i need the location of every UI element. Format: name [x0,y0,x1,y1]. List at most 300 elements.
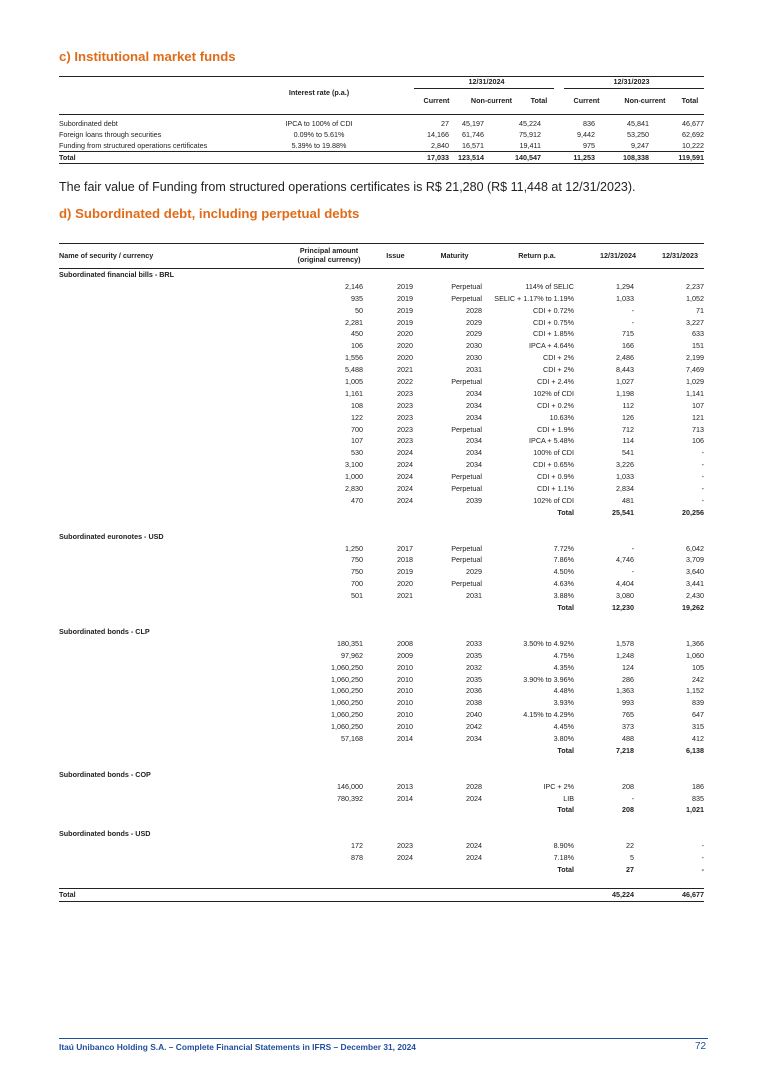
issue-cell: 2023 [397,436,413,446]
principal-cell: 106 [351,341,363,351]
row-value: 27 [441,119,449,128]
y2024-cell: 1,198 [616,388,634,398]
return-cell: CDI + 0.9% [537,472,574,482]
return-cell: 3.90% to 3.96% [523,674,574,684]
maturity-cell: Perpetual [451,579,482,589]
maturity-cell: 2039 [466,495,482,505]
issue-cell: 2020 [397,341,413,351]
issue-cell: 2023 [397,388,413,398]
footer-text: Itaú Unibanco Holding S.A. – Complete Financial Statements in IFRS – December 31, 2024 [59,1042,416,1052]
maturity-cell: 2036 [466,686,482,696]
maturity-cell: 2029 [466,329,482,339]
grand-total-2024: 45,224 [612,889,634,899]
row-value: 53,250 [627,130,649,139]
institutional-funds-table [59,76,704,162]
principal-cell: 501 [351,591,363,601]
y2023-cell: 412 [692,733,704,743]
y2023-cell: 121 [692,412,704,422]
table-row [59,733,704,745]
y2024-cell: 4,746 [616,555,634,565]
period-rule-2023 [564,88,704,89]
maturity-cell: 2029 [466,567,482,577]
group-total-row [59,864,704,876]
maturity-cell: 2034 [466,733,482,743]
table-row [59,118,704,129]
principal-cell: 1,250 [345,543,363,553]
issue-cell: 2024 [397,460,413,470]
return-cell: IPCA + 4.64% [529,341,574,351]
maturity-cell: 2030 [466,341,482,351]
table-row [59,293,704,305]
group-spacer [59,816,704,828]
group-total-2024: 27 [626,864,634,874]
table-row [59,793,704,805]
y2024-cell: - [631,567,634,577]
group-total-2023: 6,138 [686,745,704,755]
return-cell: 4.45% [553,722,574,732]
return-cell: 7.72% [553,543,574,553]
table-row [59,435,704,447]
y2024-cell: 1,294 [616,281,634,291]
group-total-label: Total [557,603,574,613]
principal-cell: 2,830 [345,484,363,494]
return-cell: 8.90% [553,841,574,851]
issue-cell: 2010 [397,674,413,684]
group-title-label: Subordinated financial bills - BRL [59,270,175,279]
total-value: 123,514 [458,153,484,162]
table-row [59,721,704,733]
table-row [59,638,704,650]
subcol-header: Non-current [470,96,513,105]
return-cell: CDI + 1.85% [533,329,574,339]
return-cell: 3.93% [553,698,574,708]
y2023-cell: 71 [696,305,704,315]
y2023-cell: - [701,495,704,505]
return-cell: CDI + 2% [543,353,574,363]
group-total-2023: - [701,864,704,874]
principal-cell: 1,060,250 [331,722,363,732]
principal-cell: 107 [351,436,363,446]
principal-cell: 172 [351,841,363,851]
group-total-2024: 12,230 [612,603,634,613]
interest-rate-header: Interest rate (p.a.) [288,88,350,97]
y2023-cell: 106 [692,436,704,446]
y2023-cell: 7,469 [686,365,704,375]
y2024-cell: 22 [626,841,634,851]
table-row [59,709,704,721]
table-d-header [59,243,704,268]
return-cell: 3.88% [553,591,574,601]
maturity-cell: Perpetual [451,555,482,565]
maturity-cell: Perpetual [451,543,482,553]
issue-cell: 2021 [397,365,413,375]
principal-cell: 1,161 [345,388,363,398]
return-cell: 3.80% [553,733,574,743]
principal-cell: 450 [351,329,363,339]
issue-cell: 2010 [397,686,413,696]
period-rule-2024 [414,88,554,89]
issue-cell: 2024 [397,448,413,458]
issue-cell: 2019 [397,567,413,577]
row-interest: 0.09% to 5.61% [293,130,345,139]
issue-cell: 2019 [397,293,413,303]
section-c-heading: c) Institutional market funds [59,49,236,64]
table-row [59,566,704,578]
maturity-cell: 2034 [466,400,482,410]
table-row [59,840,704,852]
issue-cell: 2020 [397,579,413,589]
return-cell: IPCA + 5.48% [529,436,574,446]
return-cell: CDI + 0.72% [533,305,574,315]
return-cell: 4.15% to 4.29% [523,710,574,720]
issue-cell: 2024 [397,484,413,494]
y2023-cell: 1,141 [686,388,704,398]
return-cell: 102% of CDI [533,388,574,398]
group-spacer [59,614,704,626]
row-label: Foreign loans through securities [59,130,162,139]
principal-cell: 935 [351,293,363,303]
y2023-cell: 151 [692,341,704,351]
table-row [59,781,704,793]
table-c-body [59,118,704,164]
issue-cell: 2024 [397,472,413,482]
y2024-cell: 765 [622,710,634,720]
col-principal-header-sub: (original currency) [297,255,361,264]
y2024-cell: 5 [630,853,634,863]
col-issue-header: Issue [386,251,405,260]
maturity-cell: 2042 [466,722,482,732]
table-row [59,674,704,686]
issue-cell: 2009 [397,650,413,660]
y2023-cell: 315 [692,722,704,732]
y2023-cell: 3,227 [686,317,704,327]
y2024-cell: 488 [622,733,634,743]
y2024-cell: 1,033 [616,293,634,303]
table-row [59,424,704,436]
return-cell: 100% of CDI [533,448,574,458]
row-value: 9,442 [577,130,595,139]
y2023-cell: 6,042 [686,543,704,553]
maturity-cell: 2034 [466,448,482,458]
principal-cell: 878 [351,853,363,863]
table-row [59,317,704,329]
table-row [59,352,704,364]
principal-cell: 108 [351,400,363,410]
y2024-cell: 112 [622,400,634,410]
maturity-cell: 2035 [466,674,482,684]
issue-cell: 2018 [397,555,413,565]
group-total-label: Total [557,805,574,815]
principal-cell: 146,000 [337,781,363,791]
row-value: 9,247 [631,141,649,150]
return-cell: CDI + 0.2% [537,400,574,410]
issue-cell: 2023 [397,424,413,434]
total-value: 119,591 [678,153,704,162]
table-row [59,650,704,662]
issue-cell: 2019 [397,305,413,315]
principal-cell: 1,060,250 [331,674,363,684]
issue-cell: 2010 [397,698,413,708]
table-row [59,483,704,495]
row-label: Subordinated debt [59,119,118,128]
y2023-cell: 186 [692,781,704,791]
y2023-cell: 2,430 [686,591,704,601]
y2024-cell: - [631,793,634,803]
y2024-cell: 114 [622,436,634,446]
maturity-cell: 2028 [466,305,482,315]
maturity-cell: 2038 [466,698,482,708]
group-title [59,769,704,781]
row-value: 45,224 [519,119,541,128]
row-value: 836 [583,119,595,128]
y2024-cell: 208 [622,781,634,791]
group-total-2024: 25,541 [612,507,634,517]
principal-cell: 57,168 [341,733,363,743]
return-cell: IPC + 2% [543,781,574,791]
group-title-label: Subordinated bonds - CLP [59,626,150,636]
group-title-label: Subordinated bonds - USD [59,829,151,839]
y2024-cell: 126 [622,412,634,422]
maturity-cell: Perpetual [451,293,482,303]
group-spacer [59,757,704,769]
issue-cell: 2020 [397,329,413,339]
maturity-cell: 2034 [466,436,482,446]
principal-cell: 470 [351,495,363,505]
issue-cell: 2014 [397,793,413,803]
fair-value-note: The fair value of Funding from structured operations certificates is R$ 21,280 (R$ 11,448 at 12/31/2023). [59,180,636,194]
principal-cell: 180,351 [337,638,363,648]
y2023-cell: 713 [692,424,704,434]
group-total-2024: 7,218 [616,745,634,755]
y2023-cell: 835 [692,793,704,803]
return-cell: SELIC + 1.17% to 1.19% [494,293,574,303]
return-cell: 4.75% [553,650,574,660]
table-row [59,543,704,555]
subcol-header: Current [423,96,450,105]
issue-cell: 2008 [397,638,413,648]
principal-cell: 700 [351,579,363,589]
row-value: 62,692 [682,130,704,139]
subcol-header: Current [573,96,600,105]
table-row [59,140,704,151]
table-row [59,697,704,709]
y2024-cell: - [631,305,634,315]
principal-cell: 1,556 [345,353,363,363]
maturity-cell: 2031 [466,591,482,601]
maturity-cell: 2024 [466,841,482,851]
y2023-cell: 839 [692,698,704,708]
y2024-cell: 124 [622,662,634,672]
row-value: 2,840 [431,141,449,150]
col-return-header: Return p.a. [518,251,556,260]
row-value: 975 [583,141,595,150]
group-total-2023: 1,021 [686,805,704,815]
row-interest: IPCA to 100% of CDI [285,119,353,128]
y2023-cell: 1,152 [686,686,704,696]
group-total-label: Total [557,864,574,874]
group-total-2024: 208 [622,805,634,815]
row-label: Funding from structured operations certificates [59,141,208,150]
maturity-cell: 2029 [466,317,482,327]
maturity-cell: 2024 [466,853,482,863]
table-row [59,554,704,566]
maturity-cell: Perpetual [451,472,482,482]
table-row [59,662,704,674]
group-total-row [59,602,704,614]
y2024-cell: 166 [622,341,634,351]
maturity-cell: 2035 [466,650,482,660]
issue-cell: 2023 [397,400,413,410]
maturity-cell: 2034 [466,412,482,422]
table-row [59,364,704,376]
principal-cell: 3,100 [345,460,363,470]
group-spacer [59,876,704,888]
maturity-cell: 2032 [466,662,482,672]
maturity-cell: 2031 [466,365,482,375]
issue-cell: 2010 [397,662,413,672]
issue-cell: 2010 [397,710,413,720]
y2023-cell: 3,709 [686,555,704,565]
subordinated-debt-table [59,243,704,901]
table-c-header-rule [59,114,704,115]
col-2024-header: 12/31/2024 [600,251,636,260]
total-value: 108,338 [623,153,649,162]
principal-cell: 1,060,250 [331,662,363,672]
y2024-cell: 715 [622,329,634,339]
table-row [59,412,704,424]
col-principal-header: Principal amount [299,246,359,255]
issue-cell: 2024 [397,853,413,863]
total-value: 11,253 [573,153,595,162]
y2023-cell: 633 [692,329,704,339]
row-value: 75,912 [519,130,541,139]
principal-cell: 780,392 [337,793,363,803]
return-cell: 4.50% [553,567,574,577]
table-row [59,852,704,864]
maturity-cell: 2024 [466,793,482,803]
row-value: 45,197 [462,119,484,128]
y2024-cell: 1,363 [616,686,634,696]
y2024-cell: 1,033 [616,472,634,482]
maturity-cell: Perpetual [451,484,482,494]
principal-cell: 530 [351,448,363,458]
group-total-row [59,507,704,519]
issue-cell: 2017 [397,543,413,553]
total-value: 17,033 [427,153,449,162]
y2024-cell: 2,834 [616,484,634,494]
table-row [59,495,704,507]
y2023-cell: 1,029 [686,377,704,387]
group-spacer [59,519,704,531]
footer-divider [59,1038,708,1039]
issue-cell: 2021 [397,591,413,601]
row-value: 61,746 [462,130,484,139]
principal-cell: 750 [351,555,363,565]
grand-total-2023: 46,677 [682,889,704,899]
maturity-cell: Perpetual [451,377,482,387]
row-value: 16,571 [462,141,484,150]
subcol-header: Total [530,96,548,105]
y2023-cell: 2,199 [686,353,704,363]
table-row [59,305,704,317]
return-cell: CDI + 1.9% [537,424,574,434]
table-row [59,459,704,471]
group-title [59,531,704,543]
group-total-label: Total [557,507,574,517]
group-title-label: Subordinated bonds - COP [59,769,151,779]
col-maturity-header: Maturity [440,251,469,260]
principal-cell: 5,488 [345,365,363,375]
y2024-cell: 712 [622,424,634,434]
maturity-cell: Perpetual [451,424,482,434]
y2023-cell: - [701,460,704,470]
maturity-cell: 2033 [466,638,482,648]
y2023-cell: 1,060 [686,650,704,660]
group-total-label: Total [557,745,574,755]
table-row [59,400,704,412]
grand-total-label: Total [59,889,76,899]
table-c-header [59,76,704,116]
row-value: 10,222 [682,141,704,150]
group-title [59,269,704,281]
subcol-header: Non-current [624,96,666,105]
table-row [59,340,704,352]
group-title [59,626,704,638]
total-row [59,151,704,164]
period-2023-label: 12/31/2023 [613,77,650,86]
table-row [59,471,704,483]
y2024-cell: 1,027 [616,377,634,387]
y2023-cell: 3,441 [686,579,704,589]
row-value: 46,677 [682,119,704,128]
y2023-cell: 242 [692,674,704,684]
group-total-2023: 19,262 [682,603,704,613]
principal-cell: 1,060,250 [331,698,363,708]
return-cell: 7.18% [553,853,574,863]
table-row [59,578,704,590]
maturity-cell: 2034 [466,460,482,470]
issue-cell: 2014 [397,733,413,743]
principal-cell: 1,060,250 [331,710,363,720]
maturity-cell: 2034 [466,388,482,398]
return-cell: 102% of CDI [533,495,574,505]
total-value: 140,547 [515,153,541,162]
table-row [59,388,704,400]
return-cell: 4.35% [553,662,574,672]
col-2023-header: 12/31/2023 [662,251,698,260]
principal-cell: 97,962 [341,650,363,660]
grand-total-row [59,888,704,902]
subcol-header: Total [681,96,699,105]
table-row [59,685,704,697]
maturity-cell: 2030 [466,353,482,363]
return-cell: 4.48% [553,686,574,696]
y2024-cell: 993 [622,698,634,708]
table-row [59,447,704,459]
y2024-cell: 481 [622,495,634,505]
issue-cell: 2023 [397,412,413,422]
y2023-cell: - [701,484,704,494]
issue-cell: 2019 [397,281,413,291]
y2023-cell: - [701,472,704,482]
y2024-cell: 8,443 [616,365,634,375]
maturity-cell: 2040 [466,710,482,720]
group-title-label: Subordinated euronotes - USD [59,531,164,541]
section-d-heading: d) Subordinated debt, including perpetual debts [59,206,360,221]
y2024-cell: - [631,543,634,553]
y2023-cell: - [701,448,704,458]
issue-cell: 2022 [397,377,413,387]
